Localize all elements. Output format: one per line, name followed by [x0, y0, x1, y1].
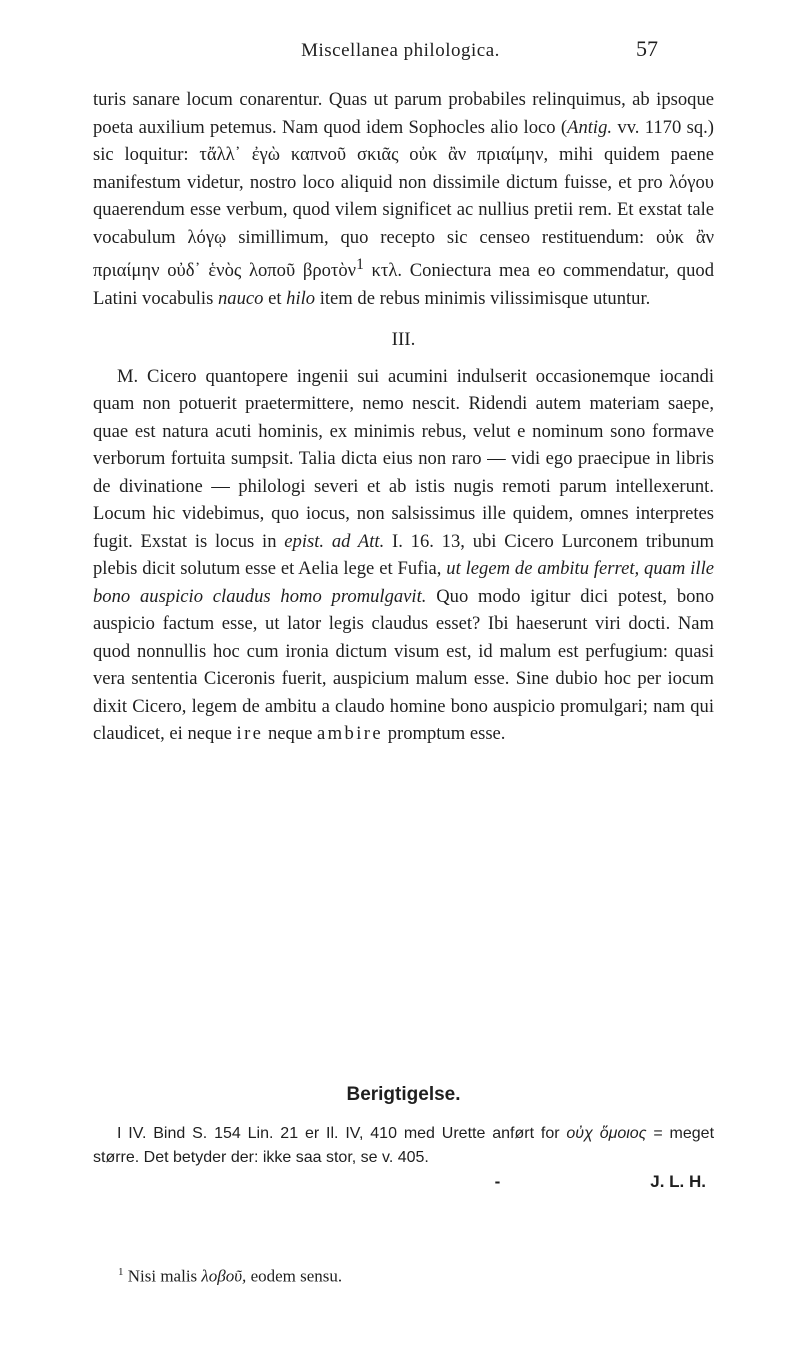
running-title: Miscellanea philologica.	[301, 40, 500, 61]
paragraph-cicero: M. Cicero quantopere ingenii sui acumini indulserit occasionemque iocandi quam non potuerit praetermittere, nemo nescit. Ridendi autem materiam saepe, quae est natura acuti hominis, ex minimis rebus, velut e nominum sono formave verborum fortuita sumpsit. Talia dicta eius non raro — vidi ego praecipue in libris de divinatione — philologi severi et ab istis nugis remoti parum intellexerunt. Locum hic videbimus, quo iocus, non salsissimus ille quidem, omnes interpretes fugit. Exstat is locus in epist. ad Att. I. 16. 13, ubi Cicero Lurconem tribunum plebis dicit solutum esse et Aelia lege et Fufia, ut legem de ambitu ferret, quam ille bono auspicio claudus homo promulgavit. Quo modo igitur dici potest, bono auspicio factum esse, ut lator legis claudus esset? Ibi haeserunt viri docti. Nam quod nonnullis hoc cum ironia dictum visum est, id malum est perfugium: quasi vera sententia Ciceronis fuerit, auspicium malum esse. Sine dubio hoc per iocum dixit Cicero, legem de ambitu a claudo homine bono auspicio promulgari; nam qui claudicet, ei neque ire neque ambire promptum esse.	[93, 365, 715, 745]
corrections-section	[93, 1084, 714, 1192]
citation-antigone: Antig.	[567, 116, 613, 138]
greek-emendation: οὐκ ἂν πριαίμην οὐδ᾽ ἑνὸς λοποῦ βροτὸν	[93, 226, 714, 282]
latin-quote: ut legem de ambitu ferret, quam ille bono auspicio claudus homo promulgavit.	[93, 558, 714, 607]
footnote-marker: 1	[118, 1266, 124, 1278]
greek-word-lobou: λοβοῦ,	[201, 1266, 247, 1286]
paragraph-sophocles: turis sanare locum conarentur. Quas ut parum probabiles relinquimus, ab ipsoque poeta auxilium petemus. Nam quod idem Sophocles alio loco (Antig. vv. 1170 sq.) sic loquitur: τἄλλ᾽ ἐγὼ καπνοῦ σκιᾶς οὐκ ἂν πριαίμην, mihi quidem paene manifestum videtur, nostro loco aliquid non dissimile dictum fuisse, et pro λόγου quaerendum esse verbum, quod vilem significet ac nullius pretii rem. Et exstat tale vocabulum λόγῳ simillimum, quo recepto sic censeo restituendum: οὐκ ἂν πριαίμην οὐδ᾽ ἑνὸς λοποῦ βροτὸν$^1$ κτλ. Coniectura mea eo commendatur, quod Latini vocabulis nauco et hilo item de rebus minimis vilissimisque utuntur.	[93, 89, 714, 309]
spaced-word-ire: ire	[236, 723, 264, 745]
greek-quote: τἄλλ᾽ ἐγὼ καπνοῦ σκιᾶς οὐκ ἂν πριαίμην,	[199, 144, 549, 165]
page-number: 57	[636, 36, 658, 61]
spaced-word-ambire: ambire	[317, 723, 384, 745]
word-hilo: hilo	[286, 287, 316, 309]
greek-word-logou: λόγου	[668, 171, 714, 193]
section-number: III.	[391, 329, 416, 351]
greek-word-logo: λόγῳ	[187, 226, 227, 248]
corrections-text: I IV. Bind S. 154 Lin. 21 er Il. IV, 410 med Urette anført for οὐχ ὅμοιος = meget større. Det betyder der: ikke saa stor, se v. 405.	[93, 1125, 715, 1166]
footnote-ref: 1	[356, 256, 364, 273]
word-nauco: nauco	[217, 287, 264, 309]
stray-mark: -	[494, 1172, 501, 1191]
footnote: $^1$ Nisi malis λοβοῦ, eodem sensu.	[118, 1266, 343, 1286]
citation-epist-att: epist. ad Att.	[284, 530, 385, 552]
signature	[93, 1172, 714, 1192]
greek-phrase: οὐχ ὅμοιος	[566, 1125, 647, 1142]
main-text	[93, 86, 714, 748]
signature-initials: J. L. H.	[650, 1172, 706, 1191]
corrections-title: Berigtigelse.	[346, 1084, 461, 1105]
